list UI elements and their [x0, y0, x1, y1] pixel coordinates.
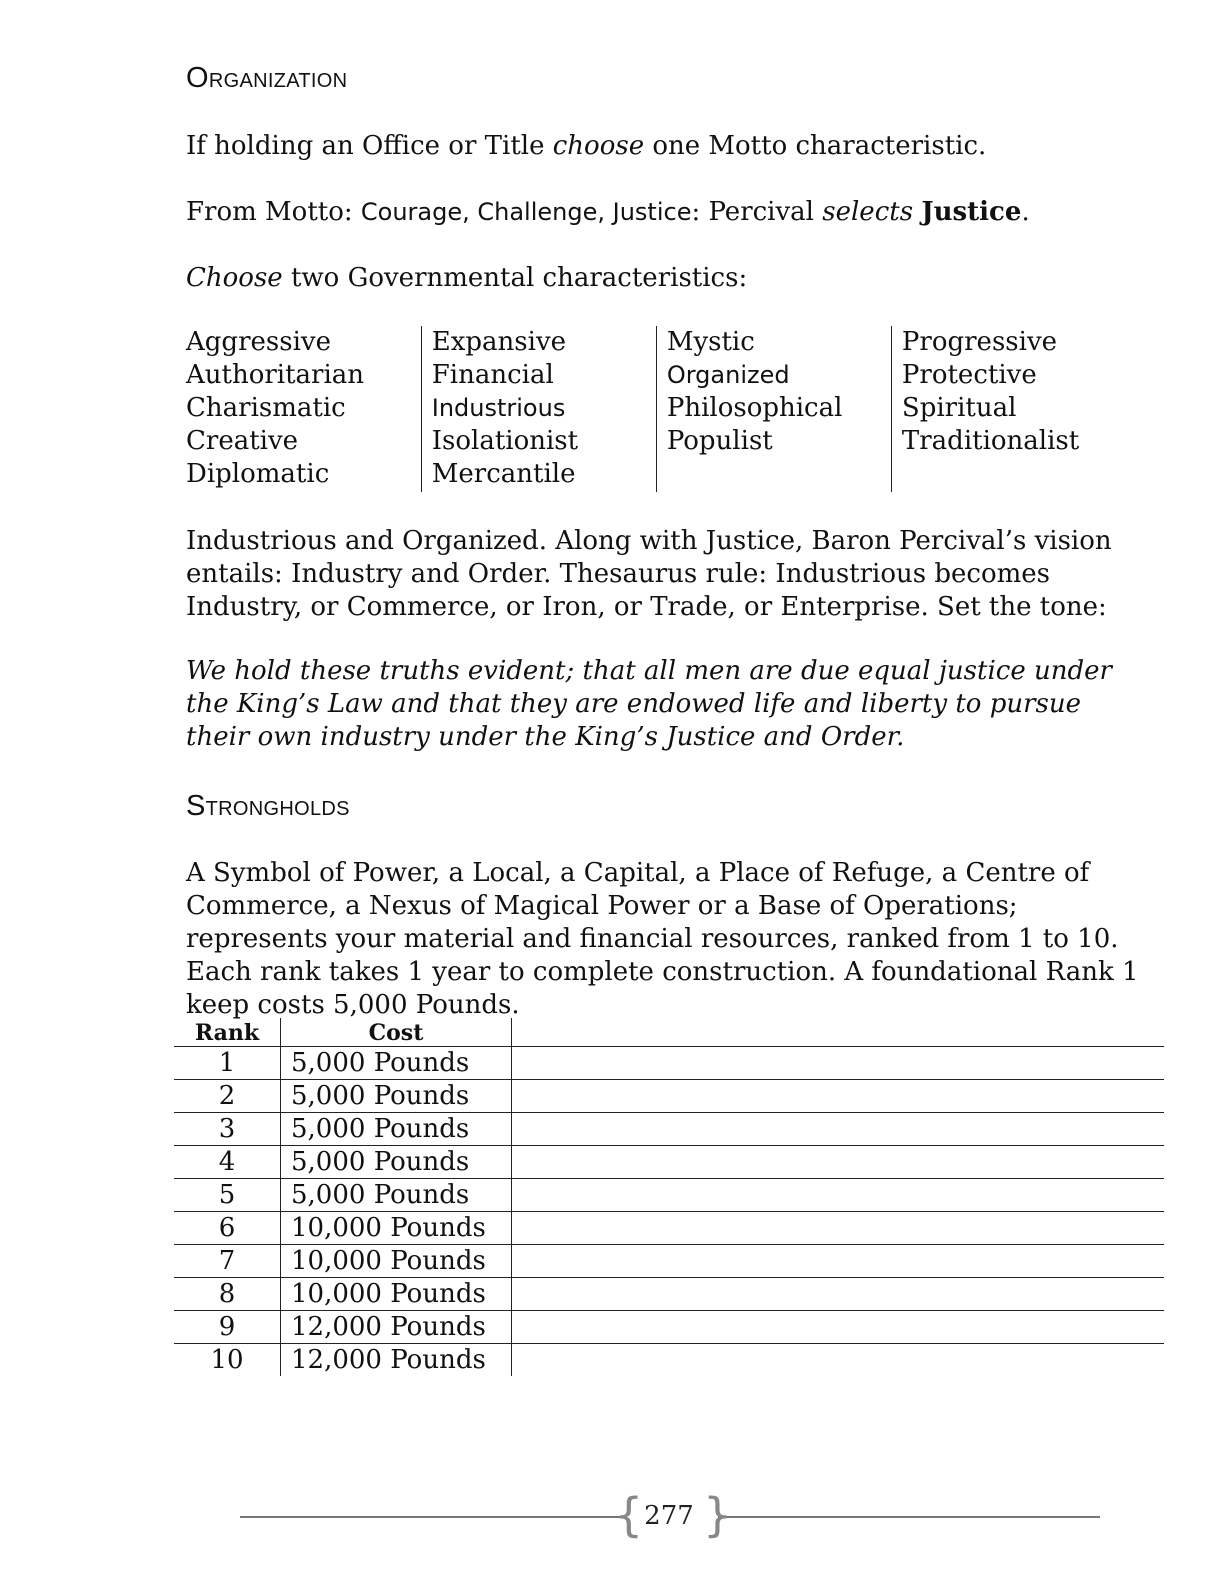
rank-cell: 5 [174, 1179, 281, 1212]
characteristic: Protective [901, 360, 1037, 390]
characteristic: Traditionalist [901, 426, 1080, 456]
strongholds-heading: Strongholds [186, 790, 350, 822]
characteristic: Spiritual [901, 393, 1017, 423]
governmental-instruction: Choose two Governmental characteristics: [186, 263, 748, 293]
characteristics-grid [186, 326, 1126, 492]
motto-selection: From Motto: Courage, Challenge, Justice: Percival selects Justice. [186, 197, 1030, 227]
characteristic: Diplomatic [186, 459, 330, 489]
cost-cell: 5,000 Pounds [281, 1047, 512, 1080]
characteristic: Progressive [901, 327, 1058, 357]
characteristics-column-3 [656, 326, 891, 492]
cost-cell: 5,000 Pounds [281, 1146, 512, 1179]
notes-cell [512, 1113, 1165, 1146]
cost-cell: 5,000 Pounds [281, 1113, 512, 1146]
characteristics-column-4 [891, 326, 1126, 492]
characteristic: Mystic [666, 327, 755, 357]
rank-cell: 1 [174, 1047, 281, 1080]
notes-cell [512, 1047, 1165, 1080]
cost-cell: 5,000 Pounds [281, 1179, 512, 1212]
page-number: 277 [644, 1501, 694, 1531]
characteristic-handwritten: Organized [666, 361, 790, 389]
organization-heading: Organization [186, 62, 348, 94]
characteristic: Mercantile [431, 459, 576, 489]
rank-cell: 10 [210, 1345, 244, 1375]
characteristic: Creative [186, 426, 299, 456]
characteristic: Charismatic [186, 393, 346, 423]
cost-cell: 12,000 Pounds [281, 1311, 512, 1344]
cost-header: Cost [281, 1018, 512, 1047]
characteristics-column-2 [421, 326, 656, 492]
notes-cell [512, 1080, 1165, 1113]
notes-header [512, 1018, 1165, 1047]
vision-paragraph: Industrious and Organized. Along with Justice, Baron Percival’s vision entails: Industry and Order. Thesaurus rule: Industrious becomes Industry, or Commerce, or Iron, or Trade, or Enterprise. Set the tone: [186, 526, 1112, 622]
cost-cell: 10,000 Pounds [281, 1245, 512, 1278]
handwritten-motto: Courage, Challenge, Justice [360, 198, 692, 226]
characteristic: Philosophical [666, 393, 843, 423]
table-row [174, 1113, 1164, 1146]
table-row [174, 1311, 1164, 1344]
characteristic: Aggressive [186, 327, 331, 357]
table-row [174, 1146, 1164, 1179]
characteristic-handwritten: Industrious [431, 394, 566, 422]
rank-header: Rank [174, 1018, 281, 1047]
notes-cell [512, 1179, 1165, 1212]
cost-cell: 12,000 Pounds [281, 1344, 512, 1377]
tone-quote: We hold these truths evident; that all men are due equal justice under the King’s Law and that they are endowed life and liberty to pursue their own industry under the King’s Justice and Order. [186, 656, 1112, 752]
rank-cell: 8 [174, 1278, 281, 1311]
notes-cell [512, 1212, 1165, 1245]
notes-cell [512, 1344, 1165, 1377]
cost-cell: 10,000 Pounds [281, 1212, 512, 1245]
table-row [174, 1344, 1164, 1377]
notes-cell [512, 1311, 1165, 1344]
table-row [174, 1047, 1164, 1080]
characteristic: Financial [431, 360, 554, 390]
characteristic: Authoritarian [186, 360, 365, 390]
rank-cost-table [174, 1018, 1164, 1376]
table-row [174, 1278, 1164, 1311]
characteristic: Expansive [431, 327, 567, 357]
rank-cell: 4 [174, 1146, 281, 1179]
notes-cell [512, 1245, 1165, 1278]
characteristic: Isolationist [431, 426, 579, 456]
table-row [174, 1212, 1164, 1245]
right-brace-ornament: } [703, 1488, 733, 1542]
rank-cell: 7 [174, 1245, 281, 1278]
notes-cell [512, 1146, 1165, 1179]
cost-cell: 5,000 Pounds [281, 1080, 512, 1113]
left-brace-ornament: { [614, 1488, 644, 1542]
footer-rule-left [240, 1516, 620, 1518]
table-row [174, 1245, 1164, 1278]
rank-cell: 6 [174, 1212, 281, 1245]
table-header-row [174, 1018, 1164, 1047]
cost-cell: 10,000 Pounds [281, 1278, 512, 1311]
rank-cell: 3 [174, 1113, 281, 1146]
characteristic: Populist [666, 426, 773, 456]
notes-cell [512, 1278, 1165, 1311]
table-row [174, 1080, 1164, 1113]
office-instruction: If holding an Office or Title choose one Motto characteristic. [186, 131, 987, 161]
characteristics-column-1 [186, 326, 421, 492]
rank-cell: 9 [174, 1311, 281, 1344]
strongholds-description: A Symbol of Power, a Local, a Capital, a Place of Refuge, a Centre of Commerce, a Nexus of Magical Power or a Base of Operations; represents your material and financial resources, ranked from 1 to 10. Each rank takes 1 year to complete construction. A foundational Rank 1 keep costs 5,000 Pounds. [186, 858, 1139, 1020]
footer-rule-right [718, 1516, 1100, 1518]
table-row [174, 1179, 1164, 1212]
rank-cell: 2 [174, 1080, 281, 1113]
